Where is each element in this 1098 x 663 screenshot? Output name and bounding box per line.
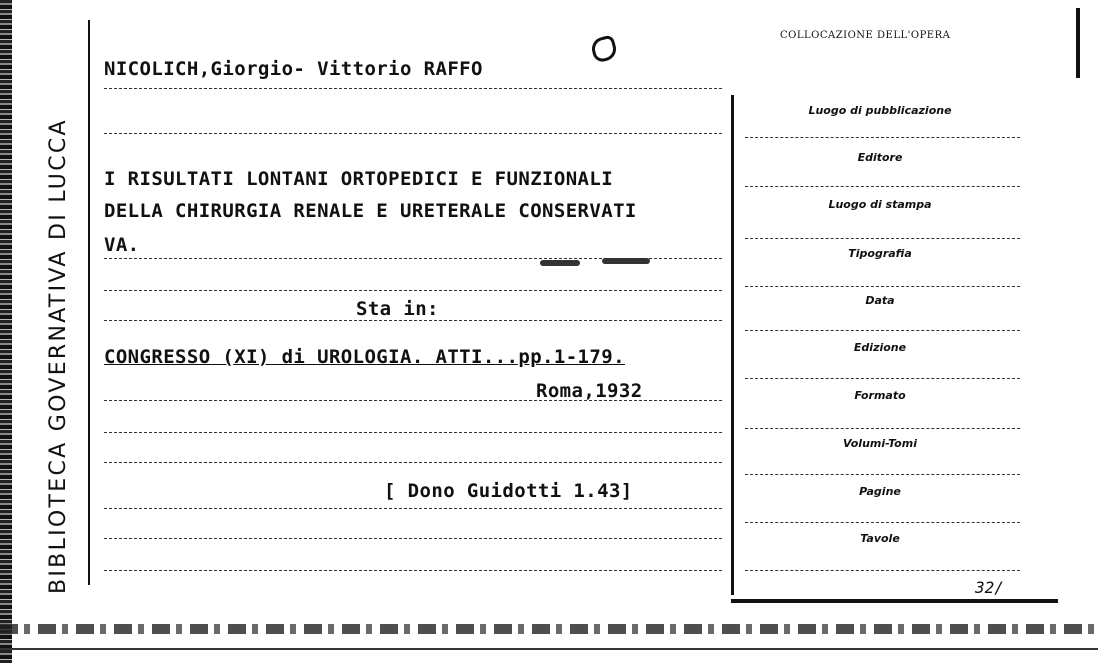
field-rule [745, 378, 1020, 379]
in-label: Sta in: [356, 298, 439, 320]
rule-line [104, 290, 722, 291]
place-year: Roma,1932 [536, 380, 643, 402]
library-name-vertical: BIBLIOTECA GOVERNATIVA DI LUCCA [46, 118, 71, 594]
rule-line [104, 508, 722, 509]
field-rule [745, 238, 1020, 239]
rule-line [104, 320, 722, 321]
field-formato: Formato [854, 389, 906, 402]
column-divider [731, 95, 734, 595]
field-rule [745, 474, 1020, 475]
donation-note: [ Dono Guidotti 1.43] [384, 480, 633, 502]
field-volumi-tomi: Volumi-Tomi [843, 437, 917, 450]
scan-edge-left [0, 0, 12, 663]
field-data: Data [865, 294, 895, 307]
field-luogo-pubblicazione: Luogo di pubblicazione [808, 104, 952, 117]
field-tavole: Tavole [860, 532, 900, 545]
ink-scribble [540, 260, 580, 266]
rule-line [104, 538, 722, 539]
field-editore: Editore [857, 151, 903, 164]
field-pagine: Pagine [859, 485, 901, 498]
rule-line [104, 462, 722, 463]
title-line-3: VA. [104, 234, 140, 256]
field-rule [745, 137, 1020, 138]
source-line: CONGRESSO (XI) di UROLOGIA. ATTI...pp.1-179. [104, 346, 625, 368]
rule-line [104, 133, 722, 134]
shelf-number: 32/ [975, 578, 1004, 597]
scan-bottom-line [0, 648, 1098, 650]
title-line-1: I RISULTATI LONTANI ORTOPEDICI E FUNZIONALI [104, 168, 614, 190]
torn-bottom-edge [0, 624, 1098, 634]
ink-stamp-mark [589, 34, 618, 63]
field-rule [745, 330, 1020, 331]
rule-line [104, 88, 722, 89]
rule-line [104, 432, 722, 433]
field-rule [745, 428, 1020, 429]
field-rule [745, 570, 1020, 571]
bottom-rule [731, 599, 1058, 603]
left-margin-rule [88, 20, 90, 585]
field-luogo-stampa: Luogo di stampa [828, 198, 932, 211]
field-rule [745, 186, 1020, 187]
rule-line [104, 570, 722, 571]
ink-scribble [602, 258, 650, 264]
collocazione-label: COLLOCAZIONE DELL'OPERA [780, 30, 951, 41]
title-line-2: DELLA CHIRURGIA RENALE E URETERALE CONSERVATI [104, 200, 637, 222]
author-line: NICOLICH,Giorgio- Vittorio RAFFO [104, 58, 483, 80]
scan-edge-right [1076, 8, 1080, 78]
field-edizione: Edizione [853, 341, 907, 354]
field-tipografia: Tipografia [848, 247, 912, 260]
field-rule [745, 286, 1020, 287]
field-rule [745, 522, 1020, 523]
